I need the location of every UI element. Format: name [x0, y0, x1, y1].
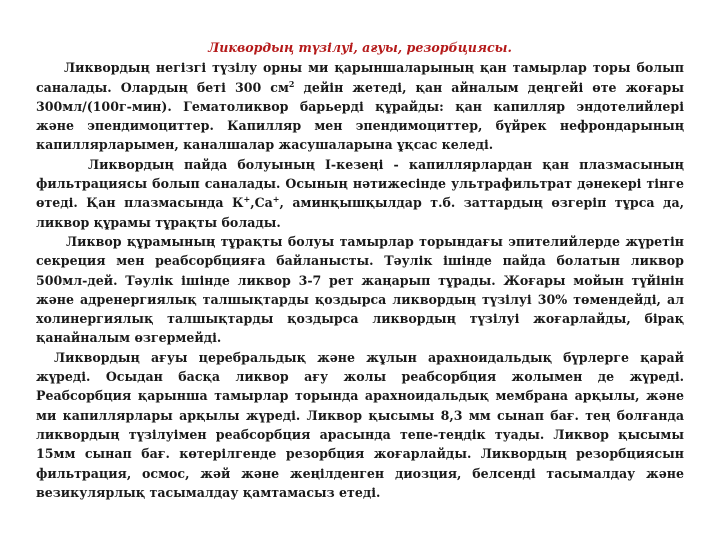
document-title: Ликвордың түзілуі, ағуы, резорбциясы. [208, 40, 512, 55]
document-page [36, 38, 684, 502]
superscript-squared: 2 [288, 78, 295, 89]
paragraph-stage-one [36, 155, 684, 232]
paragraph-formation-text-a: Ликвордың негізгі түзілу орны ми қарыншаларының қан тамырлар торы болып саналады. Олардың беті 300 см [36, 60, 684, 95]
paragraph-flow-resorption: Ликвордың ағуы церебральдық және жұлын арахноидальдық бүрлерге қарай жүреді. Осыдан басқа ликвор ағу жолы реабсорбция жолымен де жүреді. Реабсорбция қарынша тамырлар торында арахноидальдық мембрана арқылы, және ми капиллярлары арқылы жүреді. Ликвор қысымы 8,3 мм сынап бағ. тең болғанда ликвордың түзілуімен реабсорбция арасында тепе-теңдік туады. Ликвор қысымы 15мм сынап бағ. көтерілгенде резорбция жоғарлайды. Ликвордың резорбциясын фильтрация, осмос, жәй және жеңілденген диозция, белсенді тасымалдау және везикулярлық тасымалдау қамтамасыз етеді. [36, 349, 684, 500]
paragraph-formation-text-b: дейін жетеді, қан айналым деңгейі өте жоғары 300мл/(100г-мин). Гематоликвор барьерді құрайды: қан капилляр эндотелийлері және эпендимоциттер. Капилляр мен эпендимоциттер, бүйрек нефрондарының капиллярларымен, каналшалар жасушаларына ұқсас келеді. [36, 79, 684, 153]
paragraph-formation [36, 58, 684, 154]
superscript-plus-k: + [243, 194, 251, 205]
paragraph-stage-one-text-b: ,Са [250, 195, 273, 211]
superscript-plus-ca: + [272, 194, 280, 205]
paragraph-stage-one-text-c: , аминқышқылдар т.б. заттардың өзгеріп тұрса да, ликвор құрамы тұрақты болады. [36, 195, 684, 230]
paragraph-stage-one-text-a: Ликвордың пайда болуының І-кезеңі - капиллярлардан қан плазмасының фильтрациясы болып саналады. Осының нәтижесінде ультрафильтрат дәнекері тінге өтеді. Қан плазмасында К [36, 156, 684, 211]
paragraph-composition: Ликвор құрамының тұрақты болуы тамырлар торындағы эпителийлерде жүретін секреция мен реабсорбцияға байланысты. Тәулік ішінде пайда болатын ликвор 500мл-дей. Тәулік ішінде ликвор 3-7 рет жаңарып тұрады. Жоғары мойын түйінін және адренергиялық талшықтарды қоздырса ликвордың түзілуі 30% төмендейді, ал холинергиялық талшықтарды қоздырса ликвордың түзілуі жоғарлайды, бірақ қанайналым өзгермейді. [36, 233, 684, 346]
